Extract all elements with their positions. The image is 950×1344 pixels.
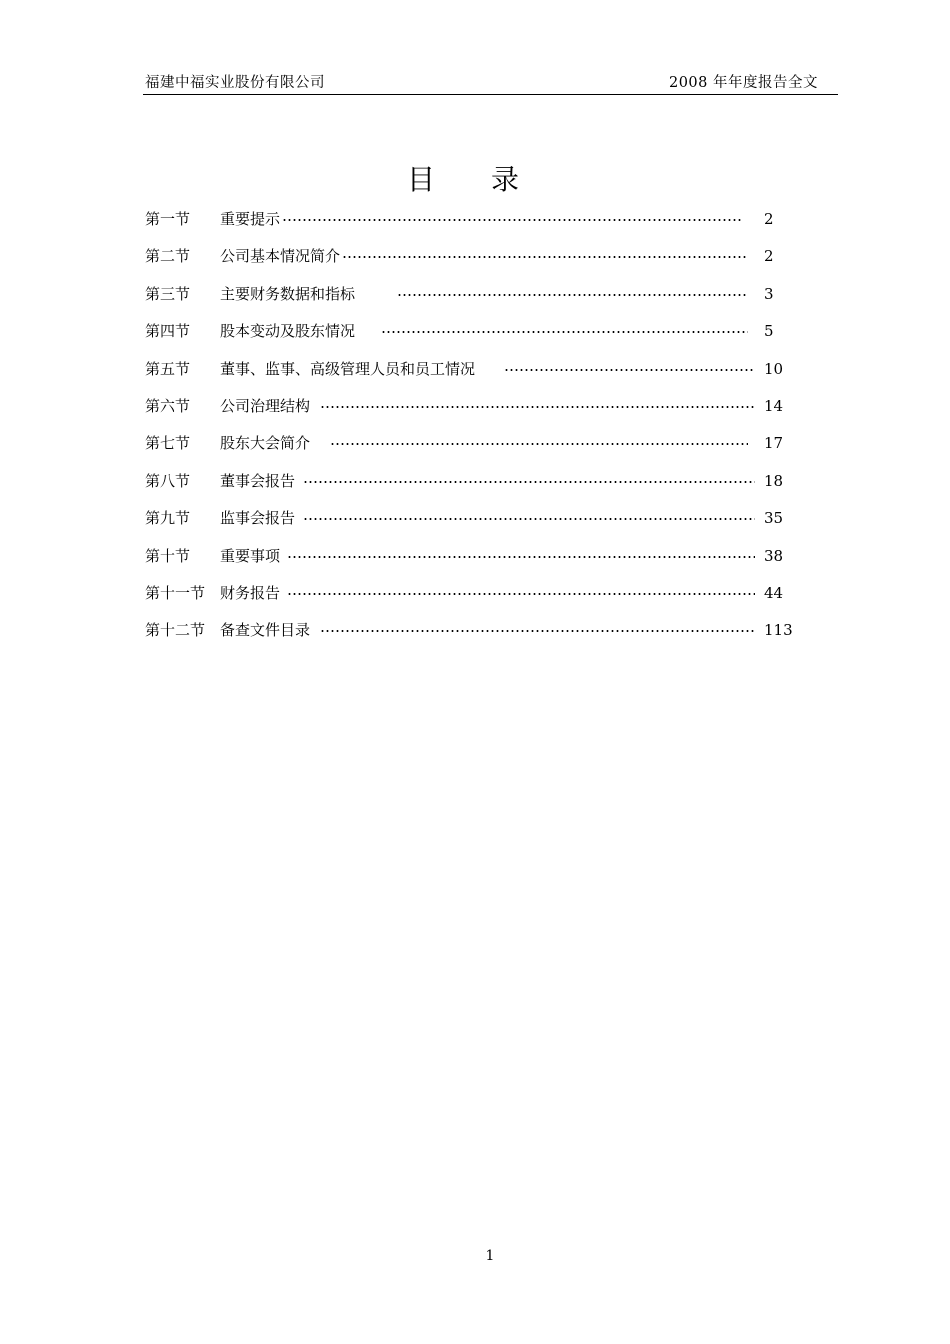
toc-leader <box>303 481 755 483</box>
toc-section: 第七节 <box>145 434 191 453</box>
toc-row[interactable] <box>145 619 805 656</box>
toc-section: 第八节 <box>145 471 191 490</box>
toc-row[interactable] <box>145 208 805 245</box>
toc-leader <box>320 406 755 408</box>
toc-topic: 财务报告 <box>220 583 281 602</box>
toc-topic: 主要财务数据和指标 <box>220 284 356 303</box>
toc-section: 第四节 <box>145 322 191 341</box>
toc-leader <box>381 331 748 333</box>
table-of-contents <box>145 208 805 657</box>
toc-row[interactable] <box>145 470 805 507</box>
toc-page: 2 <box>764 247 774 266</box>
toc-leader <box>330 443 748 445</box>
toc-row[interactable] <box>145 432 805 469</box>
toc-title: 目录 <box>406 163 575 196</box>
page-header <box>143 68 838 95</box>
toc-page: 14 <box>764 396 784 415</box>
toc-page: 44 <box>764 583 784 602</box>
toc-topic: 股本变动及股东情况 <box>220 322 356 341</box>
toc-row[interactable] <box>145 545 805 582</box>
toc-row[interactable] <box>145 582 805 619</box>
toc-row[interactable] <box>145 507 805 544</box>
toc-section: 第十节 <box>145 546 191 565</box>
toc-section: 第三节 <box>145 284 191 303</box>
toc-leader <box>287 556 755 558</box>
toc-topic: 监事会报告 <box>220 509 296 528</box>
toc-topic: 备查文件目录 <box>220 621 311 640</box>
page-number: 1 <box>485 1248 495 1264</box>
toc-page: 17 <box>764 434 784 453</box>
toc-topic: 董事会报告 <box>220 471 296 490</box>
toc-section: 第五节 <box>145 359 191 378</box>
toc-leader <box>287 593 755 595</box>
toc-leader <box>397 294 748 296</box>
toc-row[interactable] <box>145 245 805 282</box>
toc-leader <box>504 369 755 371</box>
toc-topic: 重要事项 <box>220 546 281 565</box>
toc-section: 第九节 <box>145 509 191 528</box>
toc-leader <box>303 518 755 520</box>
toc-page: 35 <box>764 509 784 528</box>
toc-row[interactable] <box>145 358 805 395</box>
toc-row[interactable] <box>145 283 805 320</box>
toc-section: 第十二节 <box>145 621 206 640</box>
toc-topic: 公司治理结构 <box>220 396 311 415</box>
toc-section: 第六节 <box>145 396 191 415</box>
toc-leader <box>320 630 755 632</box>
toc-section: 第二节 <box>145 247 191 266</box>
toc-section: 第一节 <box>145 210 191 228</box>
toc-topic: 董事、监事、高级管理人员和员工情况 <box>220 359 476 378</box>
toc-page: 10 <box>764 359 784 378</box>
toc-leader <box>282 219 741 221</box>
toc-page: 18 <box>764 471 784 490</box>
toc-page: 2 <box>764 210 774 228</box>
report-title: 2008 年年度报告全文 <box>668 75 818 91</box>
toc-row[interactable] <box>145 395 805 432</box>
toc-topic: 重要提示 <box>220 210 281 228</box>
toc-row[interactable] <box>145 320 805 357</box>
toc-leader <box>342 256 748 258</box>
toc-page: 38 <box>764 546 784 565</box>
toc-page: 113 <box>764 621 793 640</box>
toc-page: 5 <box>764 322 774 341</box>
toc-section: 第十一节 <box>145 583 206 602</box>
toc-page: 3 <box>764 284 774 303</box>
toc-topic: 股东大会简介 <box>220 434 311 453</box>
company-name: 福建中福实业股份有限公司 <box>145 75 325 91</box>
toc-topic: 公司基本情况简介 <box>220 247 341 266</box>
